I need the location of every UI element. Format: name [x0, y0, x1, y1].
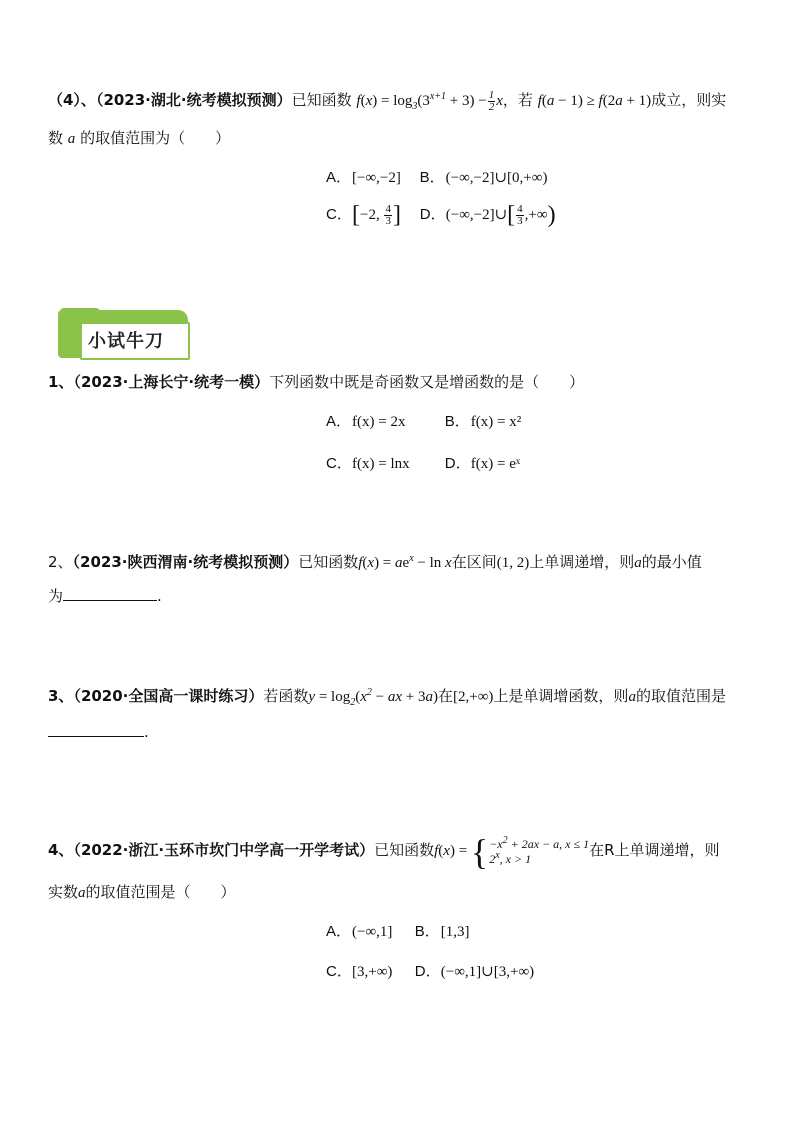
question-text: 在R上单调递增，则	[589, 841, 720, 859]
question-source: （2023·上海长宁·统考一模）	[73, 373, 270, 391]
variable-a: a	[78, 885, 86, 901]
q4-options-row-2	[326, 960, 548, 981]
q4-option-b-expr: [1,3]	[440, 924, 470, 940]
answer-blank[interactable]	[48, 722, 144, 737]
question-4-line-1	[48, 90, 726, 113]
q4-option-c-expr: [3,+∞)	[352, 964, 393, 980]
question-text: .	[157, 587, 162, 605]
question-source: （2020·全国高一课时练习）	[73, 687, 264, 705]
q1-option-d[interactable]: D．f(x) = eˣ	[444, 455, 521, 472]
q1-option-c-expr: f(x) = lnx	[352, 456, 410, 472]
question-text: 上是单调增函数，则	[493, 687, 629, 705]
q4-option-d-expr: (−∞,1]∪[3,+∞)	[440, 964, 535, 980]
variable-a: a	[628, 689, 636, 705]
question-text: 已知函数	[374, 841, 435, 859]
formula-function: $f(x) = ae^x - \ln x$	[358, 553, 452, 571]
q4-option-a-expr: (−∞,1]	[352, 924, 393, 940]
question-text: 已知函数	[298, 553, 359, 571]
badge-folder-tab	[60, 308, 100, 318]
q1-options-row-1	[326, 410, 535, 431]
answer-blank[interactable]	[63, 586, 157, 601]
question-text: 下列函数中既是奇函数又是增函数的是（ ）	[269, 373, 585, 391]
formula-function: $y = \log_2(x^2$ − ax + 3a)	[308, 687, 438, 708]
question-text: 若函数	[263, 687, 309, 705]
q1-option-b[interactable]: B．f(x) = x²	[444, 413, 522, 430]
variable-a: a	[67, 131, 76, 147]
question-4-line-2	[48, 128, 230, 149]
question-3-line-1	[48, 686, 726, 707]
question-2-line-2	[48, 586, 162, 606]
q1-option-c[interactable]: C．f(x) = lnx	[326, 454, 440, 472]
formula-condition: f(a − 1) ≥ f(2a + 1)	[537, 93, 652, 109]
question-text: 成立，则实	[651, 91, 727, 109]
question-text: 实数	[48, 883, 79, 901]
question-number: （4）、	[48, 91, 96, 109]
question-text: 的取值范围为（ ）	[80, 129, 231, 147]
option-a[interactable]: A．[−∞,−2]	[326, 169, 401, 186]
formula-interval: (1, 2)	[496, 555, 530, 571]
question-text: 为	[48, 587, 64, 605]
q4-option-b[interactable]: B．[1,3]	[414, 923, 470, 940]
q4-options-row-1	[326, 920, 484, 941]
option-b[interactable]: B．(−∞,−2]∪[0,+∞)	[419, 169, 548, 186]
option-c[interactable]: C．[−2, $\frac{4}{3}$ ]	[326, 202, 401, 228]
question-text: 的取值范围是	[635, 687, 726, 705]
question-source: （2022·浙江·玉环市坎门中学高一开学考试）	[73, 841, 375, 859]
question-1	[48, 372, 584, 392]
formula-interval: [2,+∞)	[453, 689, 494, 705]
question-number: 2、	[48, 553, 73, 571]
question-text: 的最小值	[641, 553, 702, 571]
question-number: 1、	[48, 373, 74, 391]
question-text: 的取值范围是（ ）	[85, 883, 236, 901]
question-text: .	[144, 723, 149, 741]
q1-option-a-expr: f(x) = 2x	[352, 414, 406, 430]
variable-a: a	[634, 555, 642, 571]
q1-option-a[interactable]: A．f(x) = 2x	[326, 412, 440, 430]
question-text: 上单调递增，则	[529, 553, 635, 571]
question-text: 在区间	[451, 553, 497, 571]
q4-option-a[interactable]: A．(−∞,1]	[326, 922, 410, 940]
q1-option-d-expr: f(x) = eˣ	[470, 456, 521, 472]
q1-options-row-2	[326, 452, 534, 473]
question-number: 4、	[48, 841, 74, 859]
option-b-expr: (−∞,−2]∪[0,+∞)	[445, 170, 548, 186]
q1-option-b-expr: f(x) = x²	[470, 414, 522, 430]
question-text: 数	[48, 129, 64, 147]
question-number: 3、	[48, 687, 74, 705]
q4-option-d[interactable]: D．(−∞,1]∪[3,+∞)	[414, 963, 535, 980]
formula-function: $f(x) = \log_3(3^{x+1} + 3)$ − $\frac{1}{2}$ x	[356, 89, 503, 114]
formula-piecewise-function: f(x) = { $-x^2 + 2ax - a$, x ≤ 1 2$^x$, x > 1	[434, 831, 590, 872]
option-c-expr: [−2, $\frac{4}{3}$ ]	[352, 202, 401, 228]
question-source: （2023·湖北·统考模拟预测）	[95, 91, 292, 109]
badge-label: 小试牛刀	[88, 331, 164, 352]
question-2-line-1	[48, 552, 702, 573]
q4-option-c[interactable]: C．[3,+∞)	[326, 962, 410, 980]
question-text: ，若	[502, 91, 533, 109]
question-source: （2023·陕西渭南·统考模拟预测）	[72, 553, 299, 571]
section-badge	[58, 308, 194, 360]
options-row-2	[326, 202, 570, 229]
option-a-expr: [−∞,−2]	[352, 170, 401, 186]
option-d[interactable]: D．(−∞,−2]∪[ $\frac{4}{3}$ ,+∞)	[419, 202, 556, 228]
option-d-expr: (−∞,−2]∪[ $\frac{4}{3}$ ,+∞)	[445, 202, 556, 228]
question-4b-line-1	[48, 832, 720, 870]
question-text: 已知函数	[291, 91, 352, 109]
question-4b-line-2	[48, 882, 236, 903]
question-text: 在	[438, 687, 454, 705]
options-row-1	[326, 166, 561, 187]
question-3-line-2	[48, 722, 149, 742]
